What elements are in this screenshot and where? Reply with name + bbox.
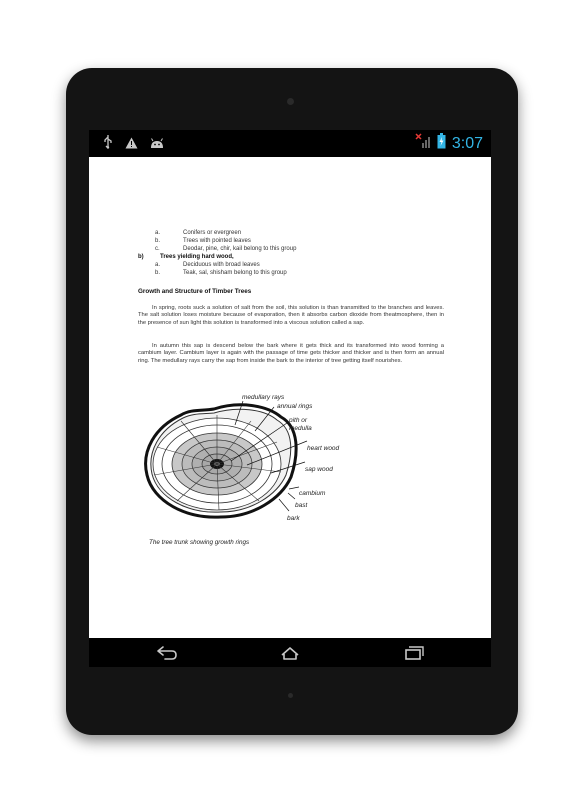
usb-icon xyxy=(103,135,113,154)
android-debug-icon xyxy=(150,136,164,154)
recent-apps-icon[interactable] xyxy=(402,645,426,661)
label-medulla: medulla xyxy=(289,425,312,432)
list-marker: a. xyxy=(155,262,161,268)
no-signal-icon xyxy=(415,133,431,154)
label-pith: pith or xyxy=(289,417,308,424)
list-item: Teak, sal, shisham belong to this group xyxy=(183,270,287,276)
list-marker: b. xyxy=(155,238,161,244)
paragraph: In autumn this sap is descend below the bark where it gets thick and its transformed into wood forming a cambium layer. Cambium layer is again with the passage of time gets thicker and thicker and is then form an annual ring. The medullary rays carry the sap from inside the bark to the interior of tree getting itself nourishes. xyxy=(138,343,444,364)
warning-icon xyxy=(125,136,138,154)
label-cambium: cambium xyxy=(299,490,326,497)
back-icon[interactable] xyxy=(155,645,179,661)
clock: 3:07 xyxy=(451,134,483,152)
status-bar xyxy=(89,130,491,157)
label-medullary-rays: medullary rays xyxy=(242,394,285,401)
section-heading: Growth and Structure of Timber Trees xyxy=(138,288,252,295)
tree-trunk-figure xyxy=(139,387,399,547)
list-item: Deodar, pine, chir, kail belong to this group xyxy=(183,246,297,252)
label-annual-rings: annual rings xyxy=(277,403,313,410)
list-item: Conifers or evergreen xyxy=(183,230,242,236)
figure-caption: The tree trunk showing growth rings xyxy=(149,539,250,546)
notification-icons xyxy=(103,135,164,154)
front-camera xyxy=(287,98,294,105)
label-heart-wood: heart wood xyxy=(307,445,340,452)
list-marker: a. xyxy=(155,230,161,236)
list-marker: b. xyxy=(155,270,161,276)
list-item: Trees with pointed leaves xyxy=(183,238,251,244)
screen xyxy=(89,130,491,667)
system-icons xyxy=(415,133,483,154)
home-icon[interactable] xyxy=(278,645,302,661)
list-item: Deciduous with broad leaves xyxy=(183,262,260,268)
label-bark: bark xyxy=(287,515,300,522)
label-sap-wood: sap wood xyxy=(305,466,333,473)
label-bast: bast xyxy=(295,502,308,509)
document-page[interactable] xyxy=(89,157,491,638)
speaker-dot xyxy=(288,693,293,698)
section-title: Trees yielding hard wood, xyxy=(160,254,234,260)
list-marker: c. xyxy=(155,246,160,252)
navigation-bar xyxy=(89,638,491,667)
battery-charging-icon xyxy=(437,133,446,154)
paragraph: In spring, roots suck a solution of salt from the soil, this solution is than transmitted to the branches and leaves. The salt solution loses moisture because of evaporation, then it absorbs carbon dioxide from theatmosphere, then in the presence of sun light this solution is transformed into a viscous solution called a sap. xyxy=(138,305,444,326)
section-marker: b) xyxy=(138,254,144,260)
